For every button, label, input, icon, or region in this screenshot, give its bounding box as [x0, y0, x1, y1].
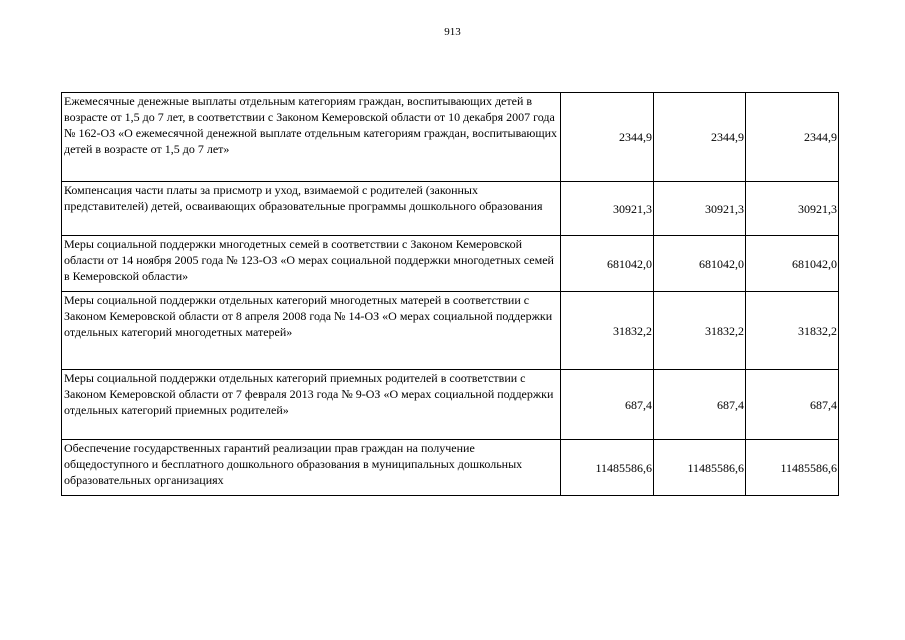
table-row: [62, 182, 839, 236]
row-value-2: 30921,3: [654, 182, 746, 236]
row-value-2: 2344,9: [654, 93, 746, 182]
row-value-3: 11485586,6: [746, 440, 839, 496]
table-row: [62, 236, 839, 292]
row-value-1: 31832,2: [561, 292, 654, 370]
page-number: 913: [444, 26, 461, 38]
row-value-3: 31832,2: [746, 292, 839, 370]
row-value-1: 30921,3: [561, 182, 654, 236]
table-row: [62, 93, 839, 182]
budget-table: [61, 92, 839, 496]
row-value-3: 30921,3: [746, 182, 839, 236]
row-value-3: 687,4: [746, 370, 839, 440]
row-value-2: 31832,2: [654, 292, 746, 370]
row-description: Ежемесячные денежные выплаты отдельным категориям граждан, воспитывающих детей в возрасте от 1,5 до 7 лет, в соответствии с Законом Кемеровской области от 10 декабря 2007 года № 162-ОЗ «О ежемесячной денежной выплате отдельным категориям граждан, воспитывающих детей в возрасте от 1,5 до 7 лет»: [62, 93, 561, 182]
row-description: Меры социальной поддержки отдельных категорий многодетных матерей в соответствии с Законом Кемеровской области от 8 апреля 2008 года № 14-ОЗ «О мерах социальной поддержки отдельных категорий многодетных матерей»: [62, 292, 561, 370]
row-value-2: 687,4: [654, 370, 746, 440]
row-description: Компенсация части платы за присмотр и уход, взимаемой с родителей (законных представителей) детей, осваивающих образовательные программы дошкольного образования: [62, 182, 561, 236]
table-row: [62, 440, 839, 496]
row-value-1: 681042,0: [561, 236, 654, 292]
row-description: Меры социальной поддержки отдельных категорий приемных родителей в соответствии с Законом Кемеровской области от 7 февраля 2013 года № 9-ОЗ «О мерах социальной поддержки отдельных категорий приемных родителей»: [62, 370, 561, 440]
row-value-1: 11485586,6: [561, 440, 654, 496]
row-description: Меры социальной поддержки многодетных семей в соответствии с Законом Кемеровской области от 14 ноября 2005 года № 123-ОЗ «О мерах социальной поддержки многодетных семей в Кемеровской области»: [62, 236, 561, 292]
row-value-2: 11485586,6: [654, 440, 746, 496]
row-value-3: 2344,9: [746, 93, 839, 182]
row-value-3: 681042,0: [746, 236, 839, 292]
table-row: [62, 370, 839, 440]
row-value-1: 2344,9: [561, 93, 654, 182]
row-description: Обеспечение государственных гарантий реализации прав граждан на получение общедоступного и бесплатного дошкольного образования в муниципальных дошкольных образовательных организациях: [62, 440, 561, 496]
row-value-2: 681042,0: [654, 236, 746, 292]
table-row: [62, 292, 839, 370]
row-value-1: 687,4: [561, 370, 654, 440]
